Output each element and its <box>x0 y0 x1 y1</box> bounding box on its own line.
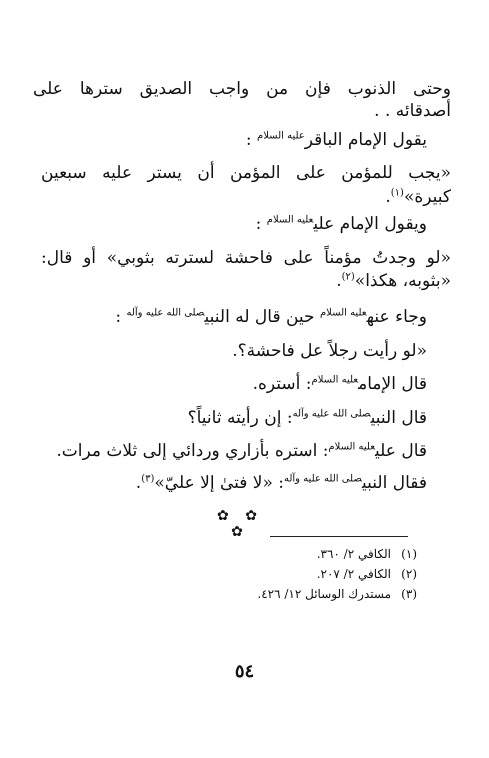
footnote: (٣)مستدرك الوسائل ١٢/ ٤٢٦. <box>257 587 417 601</box>
footnote: (١)الكافي ٢/ ٣٦٠. <box>316 547 417 561</box>
paragraph-line: ويقول الإمام علي$^{عليه السلام}$ : <box>255 214 427 234</box>
footnote-ref: (٢) <box>341 271 355 283</box>
honorific-mark: عليه السلام <box>328 441 376 453</box>
paragraph-line: قال الإمام$^{عليه السلام}$: أستره. <box>252 374 427 394</box>
honorific-mark: صلى الله عليه وآله <box>284 473 363 485</box>
honorific-mark: عليه السلام <box>319 307 367 319</box>
paragraph-line: وحتى الذنوب فإن من واجب الصديق سترها على <box>33 79 451 99</box>
footnote-rule <box>270 536 408 537</box>
footnote-ref: (٣) <box>141 473 155 485</box>
footnote: (٢)الكافي ٢/ ٢٠٧. <box>316 567 417 581</box>
paragraph-line: قال علي$^{عليه السلام}$: استره بأزاري وردائي إلى ثلاث مرات. <box>56 441 427 461</box>
paragraph-line: «لو رأيت رجلاً عل فاحشة؟. <box>232 341 427 361</box>
paragraph-line: فقال النبي$^{صلى الله عليه وآله}$: «لا فتىٰ إلا عليّ»$^{(٣)}$. <box>135 473 427 493</box>
honorific-mark: صلى الله عليه وآله <box>126 307 205 319</box>
honorific-mark: عليه السلام <box>266 214 314 226</box>
honorific-mark: عليه السلام <box>311 374 359 386</box>
paragraph-line: قال النبي$^{صلى الله عليه وآله}$: إن رأيته ثانياً؟ <box>187 408 427 428</box>
paragraph-line: كبيرة»$^{(١)}$. <box>385 187 451 207</box>
footnote-ref: (١) <box>390 187 404 199</box>
paragraph-line: «بثوبه، هكذا»$^{(٢)}$. <box>336 271 451 291</box>
honorific-mark: صلى الله عليه وآله <box>292 408 371 420</box>
paragraph-line: «لو وجدتُ مؤمناً على فاحشة لسترته بثوبي» أو قال: <box>41 248 451 268</box>
section-separator: ✿ ✿ ✿ <box>217 508 263 540</box>
page-number: ٥٤ <box>234 661 255 682</box>
paragraph-line: يقول الإمام الباقر$^{عليه السلام}$ : <box>245 130 427 150</box>
paragraph-line: «يجب للمؤمن على المؤمن أن يستر عليه سبعين <box>41 163 451 183</box>
honorific-mark: عليه السلام <box>257 130 305 142</box>
paragraph-line: وجاء عنه$^{عليه السلام}$ حين قال له النبي$^{صلى الله عليه وآله}$ : <box>115 307 427 327</box>
paragraph-line: أصدقائه . . <box>374 101 451 121</box>
